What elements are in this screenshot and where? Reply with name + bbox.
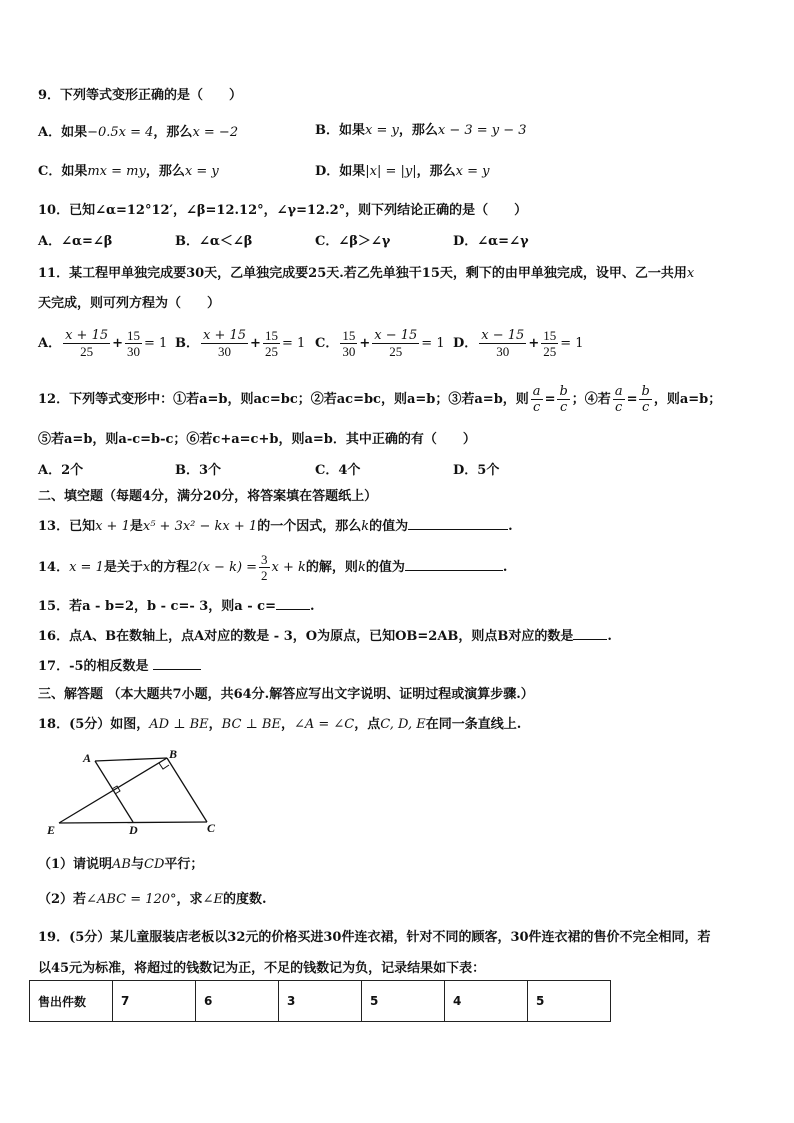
q18-subquestion-2: （2）若∠ABC = 120°，求∠E的度数. [38, 892, 267, 907]
q10-option-b: B．∠α＜∠β [175, 234, 253, 249]
q10-option-a: A．∠α=∠β [38, 234, 113, 249]
segment-eb [59, 758, 167, 823]
q12-option-c: C．4个 [315, 463, 361, 478]
q18-stem: 18．(5分）如图，AD ⊥ BE，BC ⊥ BE，∠A = ∠C，点C, D, E在同一条直线上. [38, 717, 522, 732]
q12-option-d: D．5个 [453, 463, 500, 478]
label-e: E [47, 823, 56, 835]
q18-subquestion-1: （1）请说明AB与CD平行； [38, 857, 204, 872]
section-3-title: 三、解答题 （本大题共7小题，共64分.解答应写出文字说明、证明过程或演算步骤.） [38, 687, 534, 702]
table-cell: 6 [196, 981, 279, 1022]
q19-stem-line2: 以45元为标准，将超过的钱数记为正，不足的钱数记为负，记录结果如下表： [38, 961, 486, 976]
q11-option-c: C． $\frac{15}{30}$ + $\frac{x - 15}{25}$ = 1 [315, 328, 445, 359]
label-b: B [169, 750, 178, 761]
table-cell: 7 [113, 981, 196, 1022]
q15: 15．若a - b=2，b - c=- 3，则a - c= . [38, 599, 315, 614]
q9-option-d: D．如果|x| = |y|，那么x = y [315, 164, 490, 179]
q16: 16．点A、B在数轴上，点A对应的数是 - 3，O为原点，已知OB=2AB，则点B对应的数是 . [38, 629, 612, 644]
q11-option-b: B． $\frac{x + 15}{30}$ + $\frac{15}{25}$ = 1 [175, 328, 306, 359]
sales-table [29, 980, 611, 1022]
q19-stem: 19．(5分）某儿童服装店老板以32元的价格买进30件连衣裙，针对不同的顾客，30件连衣裙的售价不完全相同，若 [38, 930, 711, 945]
q11-stem: 11．某工程甲单独完成要30天，乙单独完成要25天.若乙先单独干15天，剩下的由甲单独完成，设甲、乙一共用x [38, 266, 695, 281]
q10-stem: 10．已知∠α=12°12′，∠β=12.12°，∠γ=12.2°，则下列结论正确的是（ ） [38, 203, 528, 218]
q17: 17．-5的相反数是 [38, 655, 201, 674]
table-cell: 5 [362, 981, 445, 1022]
table-cell: 3 [279, 981, 362, 1022]
segment-ab [95, 758, 167, 761]
q11-stem-line2: 天完成，则可列方程为（ ） [38, 296, 221, 311]
label-a: A [83, 751, 92, 765]
q12-option-b: B．3个 [175, 463, 222, 478]
q14: 14．x = 1是关于x的方程2(x − k) = $\frac{3}{2}$ x + k的解，则k的值为 . [38, 552, 508, 583]
q12-stem-line2: ⑤若a=b，则a-c=b-c；⑥若c+a=c+b，则a=b．其中正确的有（ ） [38, 432, 476, 447]
q12-stem: 12．下列等式变形中：①若a=b，则ac=bc；②若ac=bc，则a=b；③若a=b，则 $\frac{a}{c}$ = $\frac{b}{c}$ ；④若 $\frac{a}{c}$ = $\frac{b}{c}$ ，则a=b； [38, 384, 722, 415]
q18-geometry-figure [45, 750, 225, 835]
label-c: C [207, 821, 216, 835]
table-row [30, 981, 611, 1022]
label-d: D [129, 823, 138, 835]
q11-option-a: A． $\frac{x + 15}{25}$ + $\frac{15}{30}$ = 1 [38, 328, 168, 359]
table-cell: 5 [528, 981, 611, 1022]
q9-option-a: A．如果−0.5x = 4，那么x = −2 [38, 125, 239, 140]
right-angle-mark-b [159, 763, 169, 769]
q10-option-d: D．∠α=∠γ [453, 234, 529, 249]
q10-option-c: C．∠β＞∠γ [315, 234, 391, 249]
q17-answer-blank[interactable] [153, 657, 201, 670]
segment-ad [95, 761, 133, 822]
section-2-title: 二、填空题（每题4分，满分20分，将答案填在答题纸上） [38, 489, 378, 504]
q16-answer-blank[interactable] [573, 627, 607, 640]
q11-option-d: D． $\frac{x - 15}{30}$ + $\frac{15}{25}$ = 1 [453, 328, 584, 359]
table-header-cell: 售出件数 [30, 981, 113, 1022]
q9-stem: 9．下列等式变形正确的是（ ） [38, 88, 243, 103]
segment-bc [167, 758, 207, 822]
q14-answer-blank[interactable] [405, 558, 503, 571]
table-cell: 4 [445, 981, 528, 1022]
q9-option-b: B．如果x = y，那么x − 3 = y − 3 [315, 123, 527, 138]
q15-answer-blank[interactable] [276, 597, 310, 610]
q9-option-c: C．如果mx = my，那么x = y [38, 164, 219, 179]
q12-option-a: A．2个 [38, 463, 84, 478]
q13-answer-blank[interactable] [408, 517, 508, 530]
q13: 13．已知x + 1是x⁵ + 3x² − kx + 1的一个因式，那么k的值为 . [38, 519, 513, 534]
